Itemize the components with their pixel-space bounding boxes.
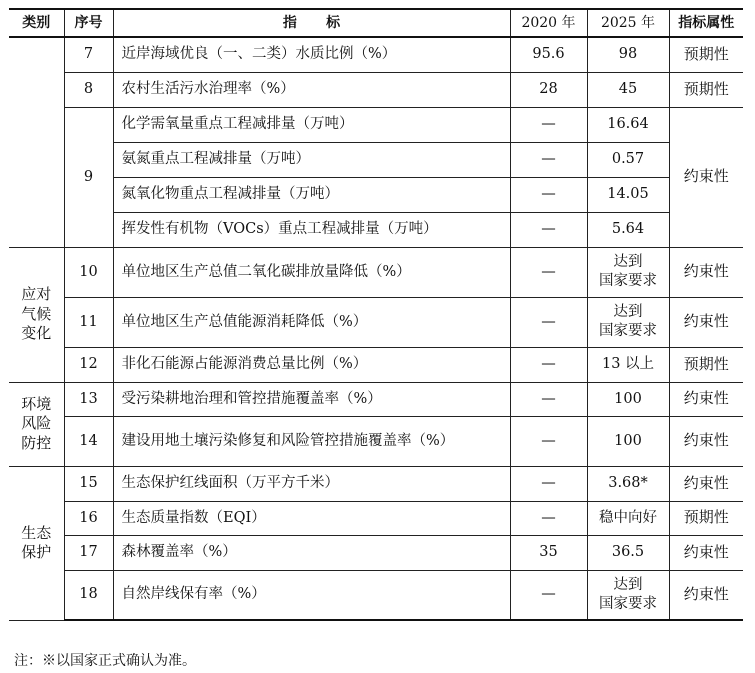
indicator-name: 生态质量指数（EQI） bbox=[113, 501, 510, 535]
value-2020: — bbox=[510, 297, 587, 347]
table-row bbox=[9, 177, 743, 212]
table-row bbox=[9, 37, 743, 72]
attribute-cell: 约束性 bbox=[669, 570, 743, 620]
row-number: 14 bbox=[64, 416, 113, 466]
value-2020: — bbox=[510, 247, 587, 297]
table-row bbox=[9, 142, 743, 177]
value-2025: 5.64 bbox=[587, 212, 669, 247]
value-2025: 稳中向好 bbox=[587, 501, 669, 535]
row-number: 12 bbox=[64, 347, 113, 382]
indicator-name: 挥发性有机物（VOCs）重点工程减排量（万吨） bbox=[113, 212, 510, 247]
value-2025: 3.68* bbox=[587, 466, 669, 501]
indicator-name: 化学需氧量重点工程减排量（万吨） bbox=[113, 107, 510, 142]
value-2020: — bbox=[510, 501, 587, 535]
value-2020: — bbox=[510, 177, 587, 212]
value-2025: 100 bbox=[587, 416, 669, 466]
table-row bbox=[9, 466, 743, 501]
row-number: 10 bbox=[64, 247, 113, 297]
value-2025: 45 bbox=[587, 72, 669, 107]
table-row bbox=[9, 382, 743, 416]
indicator-name: 非化石能源占能源消费总量比例（%） bbox=[113, 347, 510, 382]
indicator-name: 农村生活污水治理率（%） bbox=[113, 72, 510, 107]
value-2020: — bbox=[510, 416, 587, 466]
indicator-name: 受污染耕地治理和管控措施覆盖率（%） bbox=[113, 382, 510, 416]
value-2020: — bbox=[510, 142, 587, 177]
indicator-name: 建设用地土壤污染修复和风险管控措施覆盖率（%） bbox=[113, 416, 510, 466]
table-footnote: 注：※以国家正式确认为准。 bbox=[14, 653, 196, 669]
table-row bbox=[9, 212, 743, 247]
table-row bbox=[9, 416, 743, 466]
table-row bbox=[9, 570, 743, 620]
value-2020: — bbox=[510, 212, 587, 247]
header-attribute: 指标属性 bbox=[669, 9, 743, 37]
indicator-name: 森林覆盖率（%） bbox=[113, 535, 510, 570]
indicator-name: 氮氧化物重点工程减排量（万吨） bbox=[113, 177, 510, 212]
value-2025: 达到 国家要求 bbox=[587, 247, 669, 297]
row-number: 15 bbox=[64, 466, 113, 501]
attribute-cell: 预期性 bbox=[669, 37, 743, 72]
value-2025: 16.64 bbox=[587, 107, 669, 142]
attribute-cell: 约束性 bbox=[669, 466, 743, 501]
category-cell: 应对 气候 变化 bbox=[9, 247, 64, 382]
attribute-cell: 约束性 bbox=[669, 297, 743, 347]
header-no: 序号 bbox=[64, 9, 113, 37]
row-number: 16 bbox=[64, 501, 113, 535]
value-2020: — bbox=[510, 466, 587, 501]
table-row bbox=[9, 347, 743, 382]
value-2025: 98 bbox=[587, 37, 669, 72]
attribute-cell: 预期性 bbox=[669, 501, 743, 535]
value-2025: 达到 国家要求 bbox=[587, 570, 669, 620]
category-cell bbox=[9, 37, 64, 247]
header-indicator: 指 标 bbox=[113, 9, 510, 37]
attribute-cell: 预期性 bbox=[669, 347, 743, 382]
row-number: 9 bbox=[64, 107, 113, 247]
value-2025: 14.05 bbox=[587, 177, 669, 212]
attribute-cell: 约束性 bbox=[669, 247, 743, 297]
attribute-cell: 约束性 bbox=[669, 535, 743, 570]
value-2025: 13 以上 bbox=[587, 347, 669, 382]
row-number: 18 bbox=[64, 570, 113, 620]
header-2025: 2025 年 bbox=[587, 9, 669, 37]
indicator-name: 单位地区生产总值能源消耗降低（%） bbox=[113, 297, 510, 347]
indicator-table bbox=[9, 8, 743, 621]
header-row bbox=[9, 9, 743, 37]
header-2020: 2020 年 bbox=[510, 9, 587, 37]
table-row bbox=[9, 72, 743, 107]
indicator-name: 氨氮重点工程减排量（万吨） bbox=[113, 142, 510, 177]
attribute-cell: 约束性 bbox=[669, 382, 743, 416]
indicator-name: 近岸海域优良（一、二类）水质比例（%） bbox=[113, 37, 510, 72]
value-2025: 100 bbox=[587, 382, 669, 416]
value-2020: — bbox=[510, 570, 587, 620]
indicator-name: 自然岸线保有率（%） bbox=[113, 570, 510, 620]
value-2020: 95.6 bbox=[510, 37, 587, 72]
indicator-name: 单位地区生产总值二氧化碳排放量降低（%） bbox=[113, 247, 510, 297]
table-row bbox=[9, 247, 743, 297]
value-2025: 36.5 bbox=[587, 535, 669, 570]
value-2020: — bbox=[510, 382, 587, 416]
value-2020: 28 bbox=[510, 72, 587, 107]
row-number: 11 bbox=[64, 297, 113, 347]
row-number: 7 bbox=[64, 37, 113, 72]
attribute-cell: 预期性 bbox=[669, 72, 743, 107]
row-number: 13 bbox=[64, 382, 113, 416]
header-category: 类别 bbox=[9, 9, 64, 37]
value-2020: — bbox=[510, 347, 587, 382]
indicator-name: 生态保护红线面积（万平方千米） bbox=[113, 466, 510, 501]
row-number: 8 bbox=[64, 72, 113, 107]
attribute-cell: 约束性 bbox=[669, 107, 743, 247]
category-cell: 生态 保护 bbox=[9, 466, 64, 620]
table-row bbox=[9, 297, 743, 347]
value-2025: 达到 国家要求 bbox=[587, 297, 669, 347]
row-number: 17 bbox=[64, 535, 113, 570]
value-2020: 35 bbox=[510, 535, 587, 570]
table-row bbox=[9, 535, 743, 570]
table-row bbox=[9, 501, 743, 535]
value-2025: 0.57 bbox=[587, 142, 669, 177]
attribute-cell: 约束性 bbox=[669, 416, 743, 466]
value-2020: — bbox=[510, 107, 587, 142]
table-row bbox=[9, 107, 743, 142]
category-cell: 环境 风险 防控 bbox=[9, 382, 64, 466]
